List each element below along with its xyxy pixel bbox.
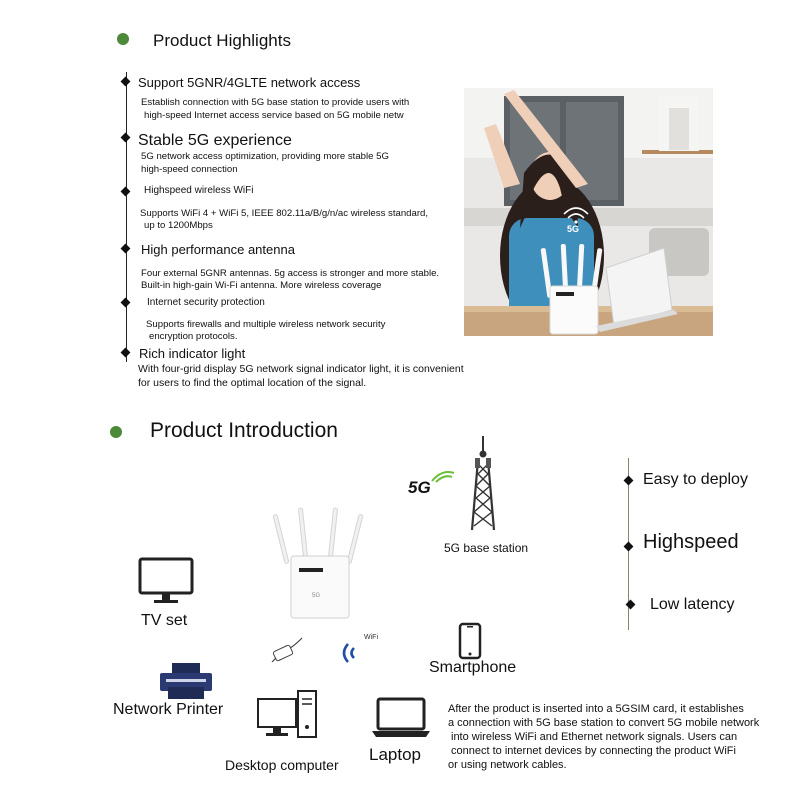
feature-item: Easy to deploy: [643, 471, 748, 488]
base-station-5g-logo: 5G: [408, 478, 431, 497]
highlight-heading: High performance antenna: [141, 242, 295, 257]
diamond-icon: [121, 187, 131, 197]
description-line: After the product is inserted into a 5GSIM card, it establishes: [448, 703, 744, 715]
base-station-label: 5G base station: [444, 541, 529, 555]
laptop-label: Laptop: [369, 745, 421, 764]
base-station-tower-icon: [466, 434, 500, 532]
highlight-text: Four external 5GNR antennas. 5g access is stronger and more stable.: [141, 268, 440, 279]
introduction-description: [448, 702, 759, 772]
description-line: a connection with 5G base station to convert 5G mobile network: [448, 717, 760, 729]
highlight-text: 5G network access optimization, providing more stable 5G: [141, 151, 389, 162]
product-lifestyle-photo: [464, 88, 713, 336]
diamond-icon: [121, 244, 131, 254]
highlight-text: Built-in high-gain Wi-Fi antenna. More wireless coverage: [141, 280, 382, 291]
printer-icon: [158, 661, 214, 701]
laptop-icon: [370, 697, 432, 739]
highlight-heading: Support 5GNR/4GLTE network access: [138, 75, 361, 90]
diamond-icon: [624, 542, 634, 552]
diamond-icon: [121, 133, 131, 143]
highlight-heading: Stable 5G experience: [138, 132, 292, 149]
highlight-text: encryption protocols.: [149, 331, 238, 342]
highlight-text: With four-grid display 5G network signal indicator light, it is convenient: [138, 363, 464, 375]
smartphone-label: Smartphone: [429, 659, 517, 676]
diamond-icon: [624, 476, 634, 486]
highlights-timeline: [126, 72, 127, 362]
highlight-text: for users to find the optimal location of the signal.: [138, 377, 367, 389]
router-badge: 5G: [312, 593, 321, 599]
printer-label: Network Printer: [113, 701, 224, 718]
highlight-text: up to 1200Mbps: [144, 220, 213, 231]
description-line: connect to internet devices by connecting the product WiFi: [451, 745, 736, 757]
section-bullet-icon: [117, 33, 129, 45]
feature-item: Low latency: [650, 596, 735, 613]
highlight-text: Establish connection with 5G base station to provide users with: [141, 97, 410, 108]
ethernet-cable-icon: [268, 636, 308, 666]
wifi-label: WiFi: [364, 634, 378, 641]
desktop-computer-icon: [256, 689, 318, 741]
feature-item: Highspeed: [643, 531, 739, 553]
highlights-title: Product Highlights: [153, 31, 291, 50]
tv-icon: [138, 557, 194, 607]
diamond-icon: [121, 348, 131, 358]
router-product-image: [259, 500, 380, 626]
diamond-icon: [121, 77, 131, 87]
highlight-text: high-speed connection: [141, 164, 238, 175]
highlight-heading: Highspeed wireless WiFi: [144, 185, 254, 196]
description-line: into wireless WiFi and Ethernet network signals. Users can: [451, 731, 738, 743]
section-bullet-icon: [110, 426, 122, 438]
highlight-heading: Internet security protection: [147, 297, 265, 308]
highlight-text: Supports firewalls and multiple wireless network security: [146, 319, 386, 330]
wifi-waves-icon: [338, 640, 364, 666]
tv-label: TV set: [141, 612, 188, 629]
highlight-heading: Rich indicator light: [139, 346, 246, 361]
photo-5g-label: 5G: [567, 224, 580, 234]
signal-arc-icon: [430, 469, 456, 483]
smartphone-icon: [458, 622, 482, 660]
highlight-text: Supports WiFi 4 + WiFi 5, IEEE 802.11a/B/g/n/ac wireless standard,: [140, 208, 429, 219]
highlight-text: high-speed Internet access service based on 5G mobile netw: [144, 110, 404, 121]
introduction-title: Product Introduction: [150, 419, 338, 442]
desktop-label: Desktop computer: [225, 757, 339, 773]
description-line: or using network cables.: [448, 759, 567, 771]
diamond-icon: [121, 298, 131, 308]
